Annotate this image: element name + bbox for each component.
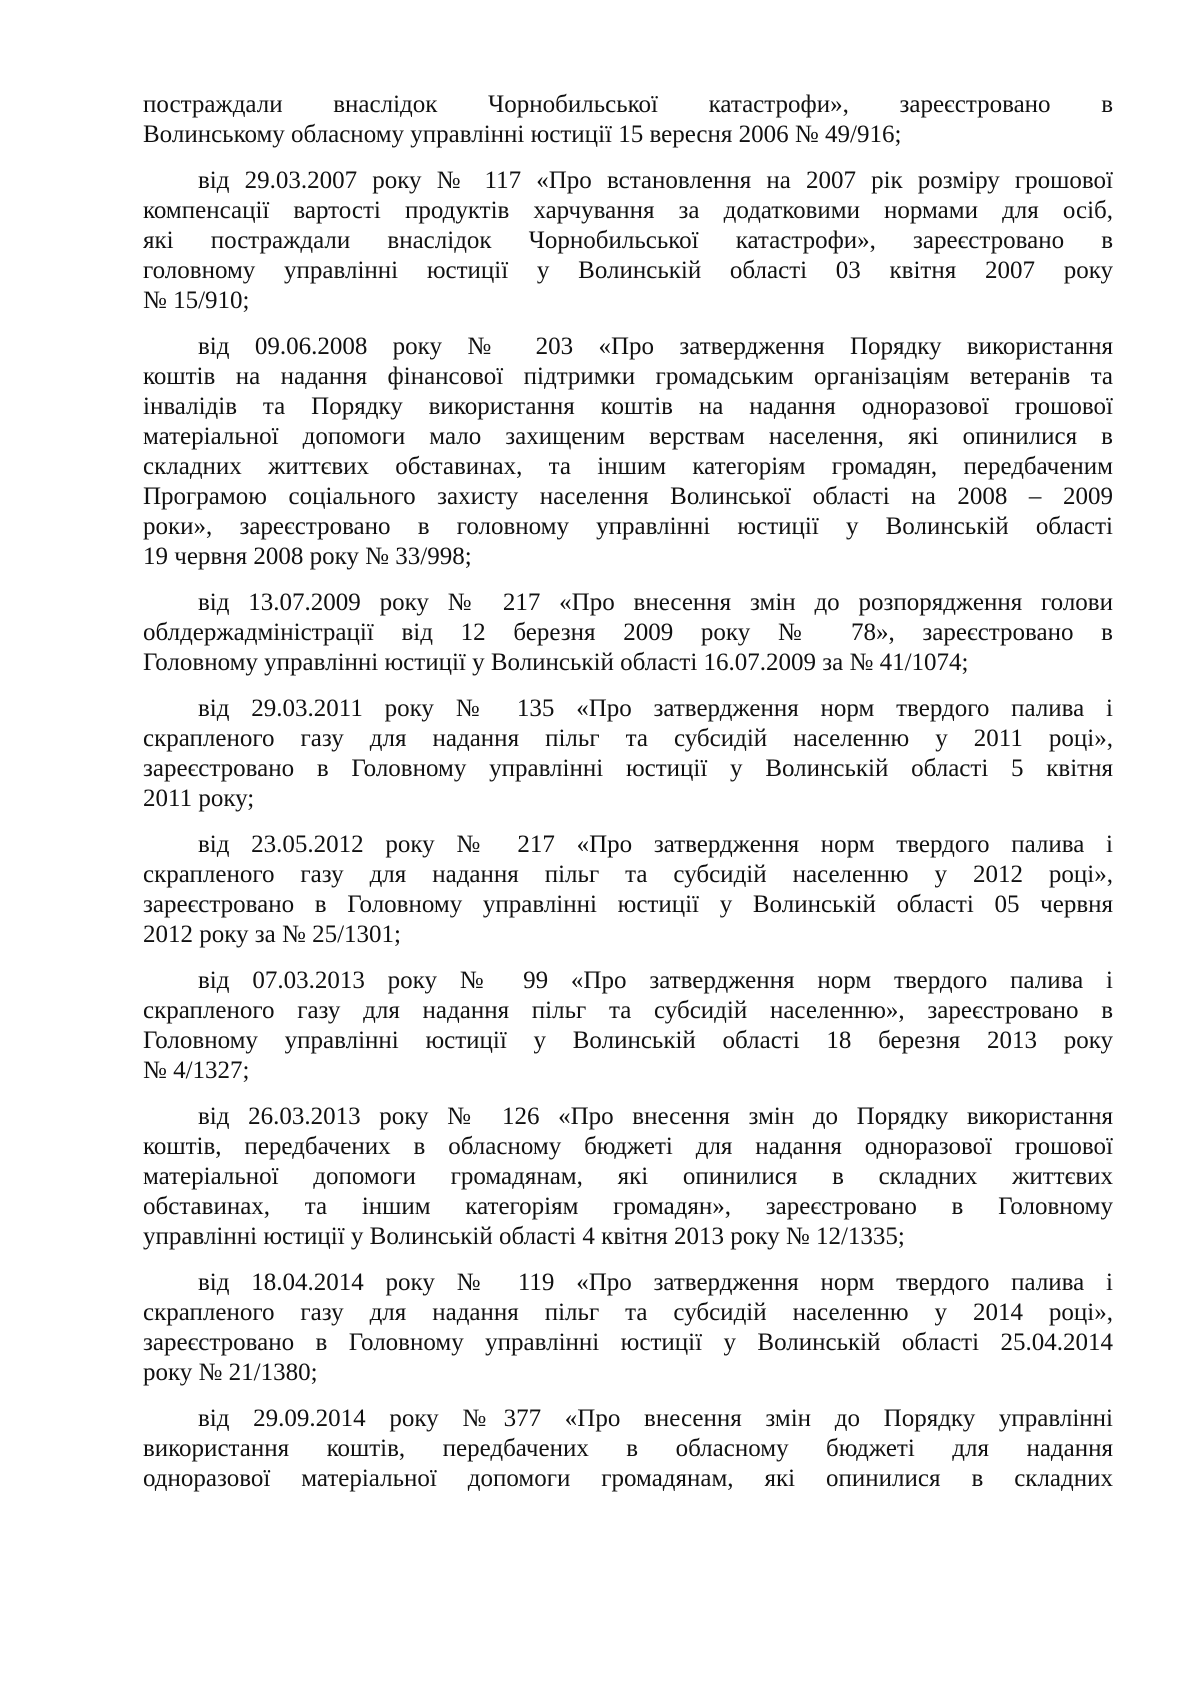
text-line: зареєстровано в Головному управлінні юстиції у Волинській області 25.04.2014 <box>143 1329 1113 1356</box>
text-line: Головному управлінні юстиції у Волинській області 18 березня 2013 року <box>143 1027 1113 1054</box>
text-line: від 13.07.2009 року № 217 «Про внесення змін до розпорядження голови <box>198 589 1113 616</box>
text-line: від 09.06.2008 року № 203 «Про затвердження Порядку використання <box>198 333 1113 360</box>
text-line: використання коштів, передбачених в обласному бюджеті для надання <box>143 1435 1113 1462</box>
paragraph-order-203-2008 <box>143 332 1113 572</box>
document-page <box>143 90 1113 1510</box>
text-line: інвалідів та Порядку використання коштів на надання одноразової грошової <box>143 393 1113 420</box>
paragraph-order-117-2007 <box>143 166 1113 316</box>
text-line: від 29.09.2014 року №377 «Про внесення змін до Порядку управлінні <box>198 1405 1113 1432</box>
text-line: коштів, передбачених в обласному бюджеті для надання одноразової грошової <box>143 1133 1113 1160</box>
text-line: від 18.04.2014 року № 119 «Про затвердження норм твердого палива і <box>198 1269 1113 1296</box>
text-line: Волинському обласному управлінні юстиції 15 вересня 2006 № 49/916; <box>143 121 902 148</box>
text-line: скрапленого газу для надання пільг та субсидій населенню у 2011 році», <box>143 725 1113 752</box>
text-line: скрапленого газу для надання пільг та субсидій населенню у 2012 році», <box>143 861 1113 888</box>
paragraph-order-217-2009 <box>143 588 1113 678</box>
text-line: зареєстровано в Головному управлінні юстиції у Волинській області 05 червня <box>143 891 1113 918</box>
paragraph-order-217-2012 <box>143 830 1113 950</box>
text-line: від 23.05.2012 року № 217 «Про затвердження норм твердого палива і <box>198 831 1113 858</box>
text-line: компенсації вартості продуктів харчування за додатковими нормами для осіб, <box>143 197 1113 224</box>
text-line: 19 червня 2008 року № 33/998; <box>143 543 472 570</box>
text-line: № 15/910; <box>143 287 250 314</box>
paragraph-order-377-2014 <box>143 1404 1113 1494</box>
paragraph-continuation <box>143 90 1113 150</box>
paragraph-order-99-2013 <box>143 966 1113 1086</box>
text-line: від 26.03.2013 року № 126 «Про внесення змін до Порядку використання <box>198 1103 1113 1130</box>
text-line: скрапленого газу для надання пільг та субсидій населенню у 2014 році», <box>143 1299 1113 1326</box>
text-line: 2012 року за № 25/1301; <box>143 921 402 948</box>
text-line: від 07.03.2013 року № 99 «Про затвердження норм твердого палива і <box>198 967 1113 994</box>
text-line: скрапленого газу для надання пільг та субсидій населенню», зареєстровано в <box>143 997 1113 1024</box>
text-line: коштів на надання фінансової підтримки громадським організаціям ветеранів та <box>143 363 1113 390</box>
text-line: року № 21/1380; <box>143 1359 318 1386</box>
text-line: Головному управлінні юстиції у Волинській області 16.07.2009 за № 41/1074; <box>143 649 969 676</box>
text-line: матеріальної допомоги громадянам, які опинилися в складних життєвих <box>143 1163 1113 1190</box>
text-line: облдержадміністрації від 12 березня 2009 року № 78», зареєстровано в <box>143 619 1113 646</box>
text-line: Програмою соціального захисту населення Волинської області на 2008 – 2009 <box>143 483 1113 510</box>
text-line: від 29.03.2011 року № 135 «Про затвердження норм твердого палива і <box>198 695 1113 722</box>
text-line: управлінні юстиції у Волинській області 4 квітня 2013 року № 12/1335; <box>143 1223 905 1250</box>
text-line: роки», зареєстровано в головному управлінні юстиції у Волинській області <box>143 513 1113 540</box>
text-line: складних життєвих обставинах, та іншим категоріям громадян, передбаченим <box>143 453 1113 480</box>
text-line: обставинах, та іншим категоріям громадян», зареєстровано в Головному <box>143 1193 1113 1220</box>
text-line: одноразової матеріальної допомоги громадянам, які опинилися в складних <box>143 1465 1113 1492</box>
paragraph-order-126-2013 <box>143 1102 1113 1252</box>
text-line: зареєстровано в Головному управлінні юстиції у Волинській області 5 квітня <box>143 755 1113 782</box>
text-line: № 4/1327; <box>143 1057 250 1084</box>
text-line: матеріальної допомоги мало захищеним верствам населення, які опинилися в <box>143 423 1113 450</box>
text-line: від 29.03.2007 року № 117 «Про встановлення на 2007 рік розміру грошової <box>198 167 1113 194</box>
text-line: які постраждали внаслідок Чорнобильської катастрофи», зареєстровано в <box>143 227 1113 254</box>
text-line: 2011 року; <box>143 785 255 812</box>
text-line: головному управлінні юстиції у Волинській області 03 квітня 2007 року <box>143 257 1113 284</box>
paragraph-order-135-2011 <box>143 694 1113 814</box>
paragraph-order-119-2014 <box>143 1268 1113 1388</box>
text-line: постраждали внаслідок Чорнобильської катастрофи», зареєстровано в <box>143 91 1113 118</box>
